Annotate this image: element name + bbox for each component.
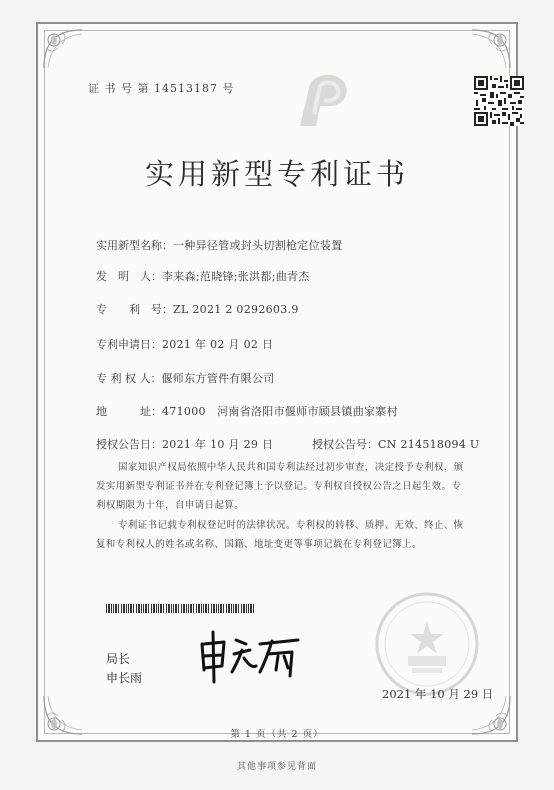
field-value: ZL 2021 2 0292603.9 — [173, 303, 299, 316]
field-label: 授权公告号： — [312, 438, 378, 451]
field-label: 专利申请日： — [96, 338, 162, 351]
certificate-title: 实用新型专利证书 — [144, 157, 409, 191]
field-grant-number — [312, 436, 480, 452]
legal-status-paragraph: 专利证书记载专利权登记时的法律状况。专利权的转移、质押、无效、终止、恢复和专利权人的姓名或名称、国籍、地址变更等事项记载在专利登记簿上。 — [96, 520, 464, 550]
field-value: 李来森;范晓锋;张洪都;曲青杰 — [162, 270, 310, 283]
field-value: 2021 年 02 月 02 日 — [162, 338, 274, 351]
field-value: 2021 年 10 月 29 日 — [162, 438, 274, 451]
field-value: 一种异径管或封头切割枪定位装置 — [173, 239, 343, 252]
certificate-number-label: 证 书 号 第 — [88, 82, 150, 95]
field-filing-date — [96, 336, 273, 352]
field-value: 471000 河南省洛阳市偃师市顾县镇曲家寨村 — [162, 405, 398, 418]
field-label: 专 利 号： — [96, 303, 173, 316]
corner-ornament-icon — [42, 28, 84, 70]
field-label: 授权公告日： — [96, 438, 162, 451]
field-label: 专 利 权 人： — [96, 372, 162, 385]
footer-note: 其他事项参见背面 — [236, 762, 317, 772]
field-value: 偃师东方管件有限公司 — [161, 372, 275, 385]
field-patentee — [96, 370, 275, 386]
patent-office-emblem-icon — [296, 68, 354, 128]
grant-statement-paragraph: 国家知识产权局依照中华人民共和国专利法经过初步审查，决定授予专利权，颁发实用新型专利证书并在专利登记簿上予以登记。专利权自授权公告之日起生效。专利权期限为十年，自申请日起算。 — [96, 462, 464, 511]
certificate-number-suffix: 号 — [222, 82, 235, 95]
field-grant-date — [96, 436, 273, 452]
director-name: 申长雨 — [106, 671, 143, 685]
certificate-number-value: 14513187 — [154, 82, 218, 95]
field-patent-number — [96, 301, 299, 317]
field-label: 实用新型名称： — [96, 239, 173, 252]
certificate-number — [88, 80, 235, 96]
field-label: 发 明 人： — [96, 270, 162, 283]
issue-date: 2021 年 10 月 29 日 — [382, 687, 494, 701]
field-value: CN 214518094 U — [378, 438, 480, 451]
field-address — [96, 403, 398, 419]
field-inventor — [96, 268, 310, 284]
page-number: 第 1 页（共 2 页） — [230, 729, 324, 740]
handwritten-signature-icon — [194, 626, 304, 686]
barcode-icon — [106, 604, 256, 613]
official-seal-icon — [362, 586, 492, 696]
corner-ornament-icon — [470, 28, 512, 70]
director-title: 局长 — [106, 652, 131, 666]
qr-code-icon — [474, 76, 524, 126]
field-label: 地 址： — [96, 405, 162, 418]
field-utility-model-name — [96, 237, 343, 253]
